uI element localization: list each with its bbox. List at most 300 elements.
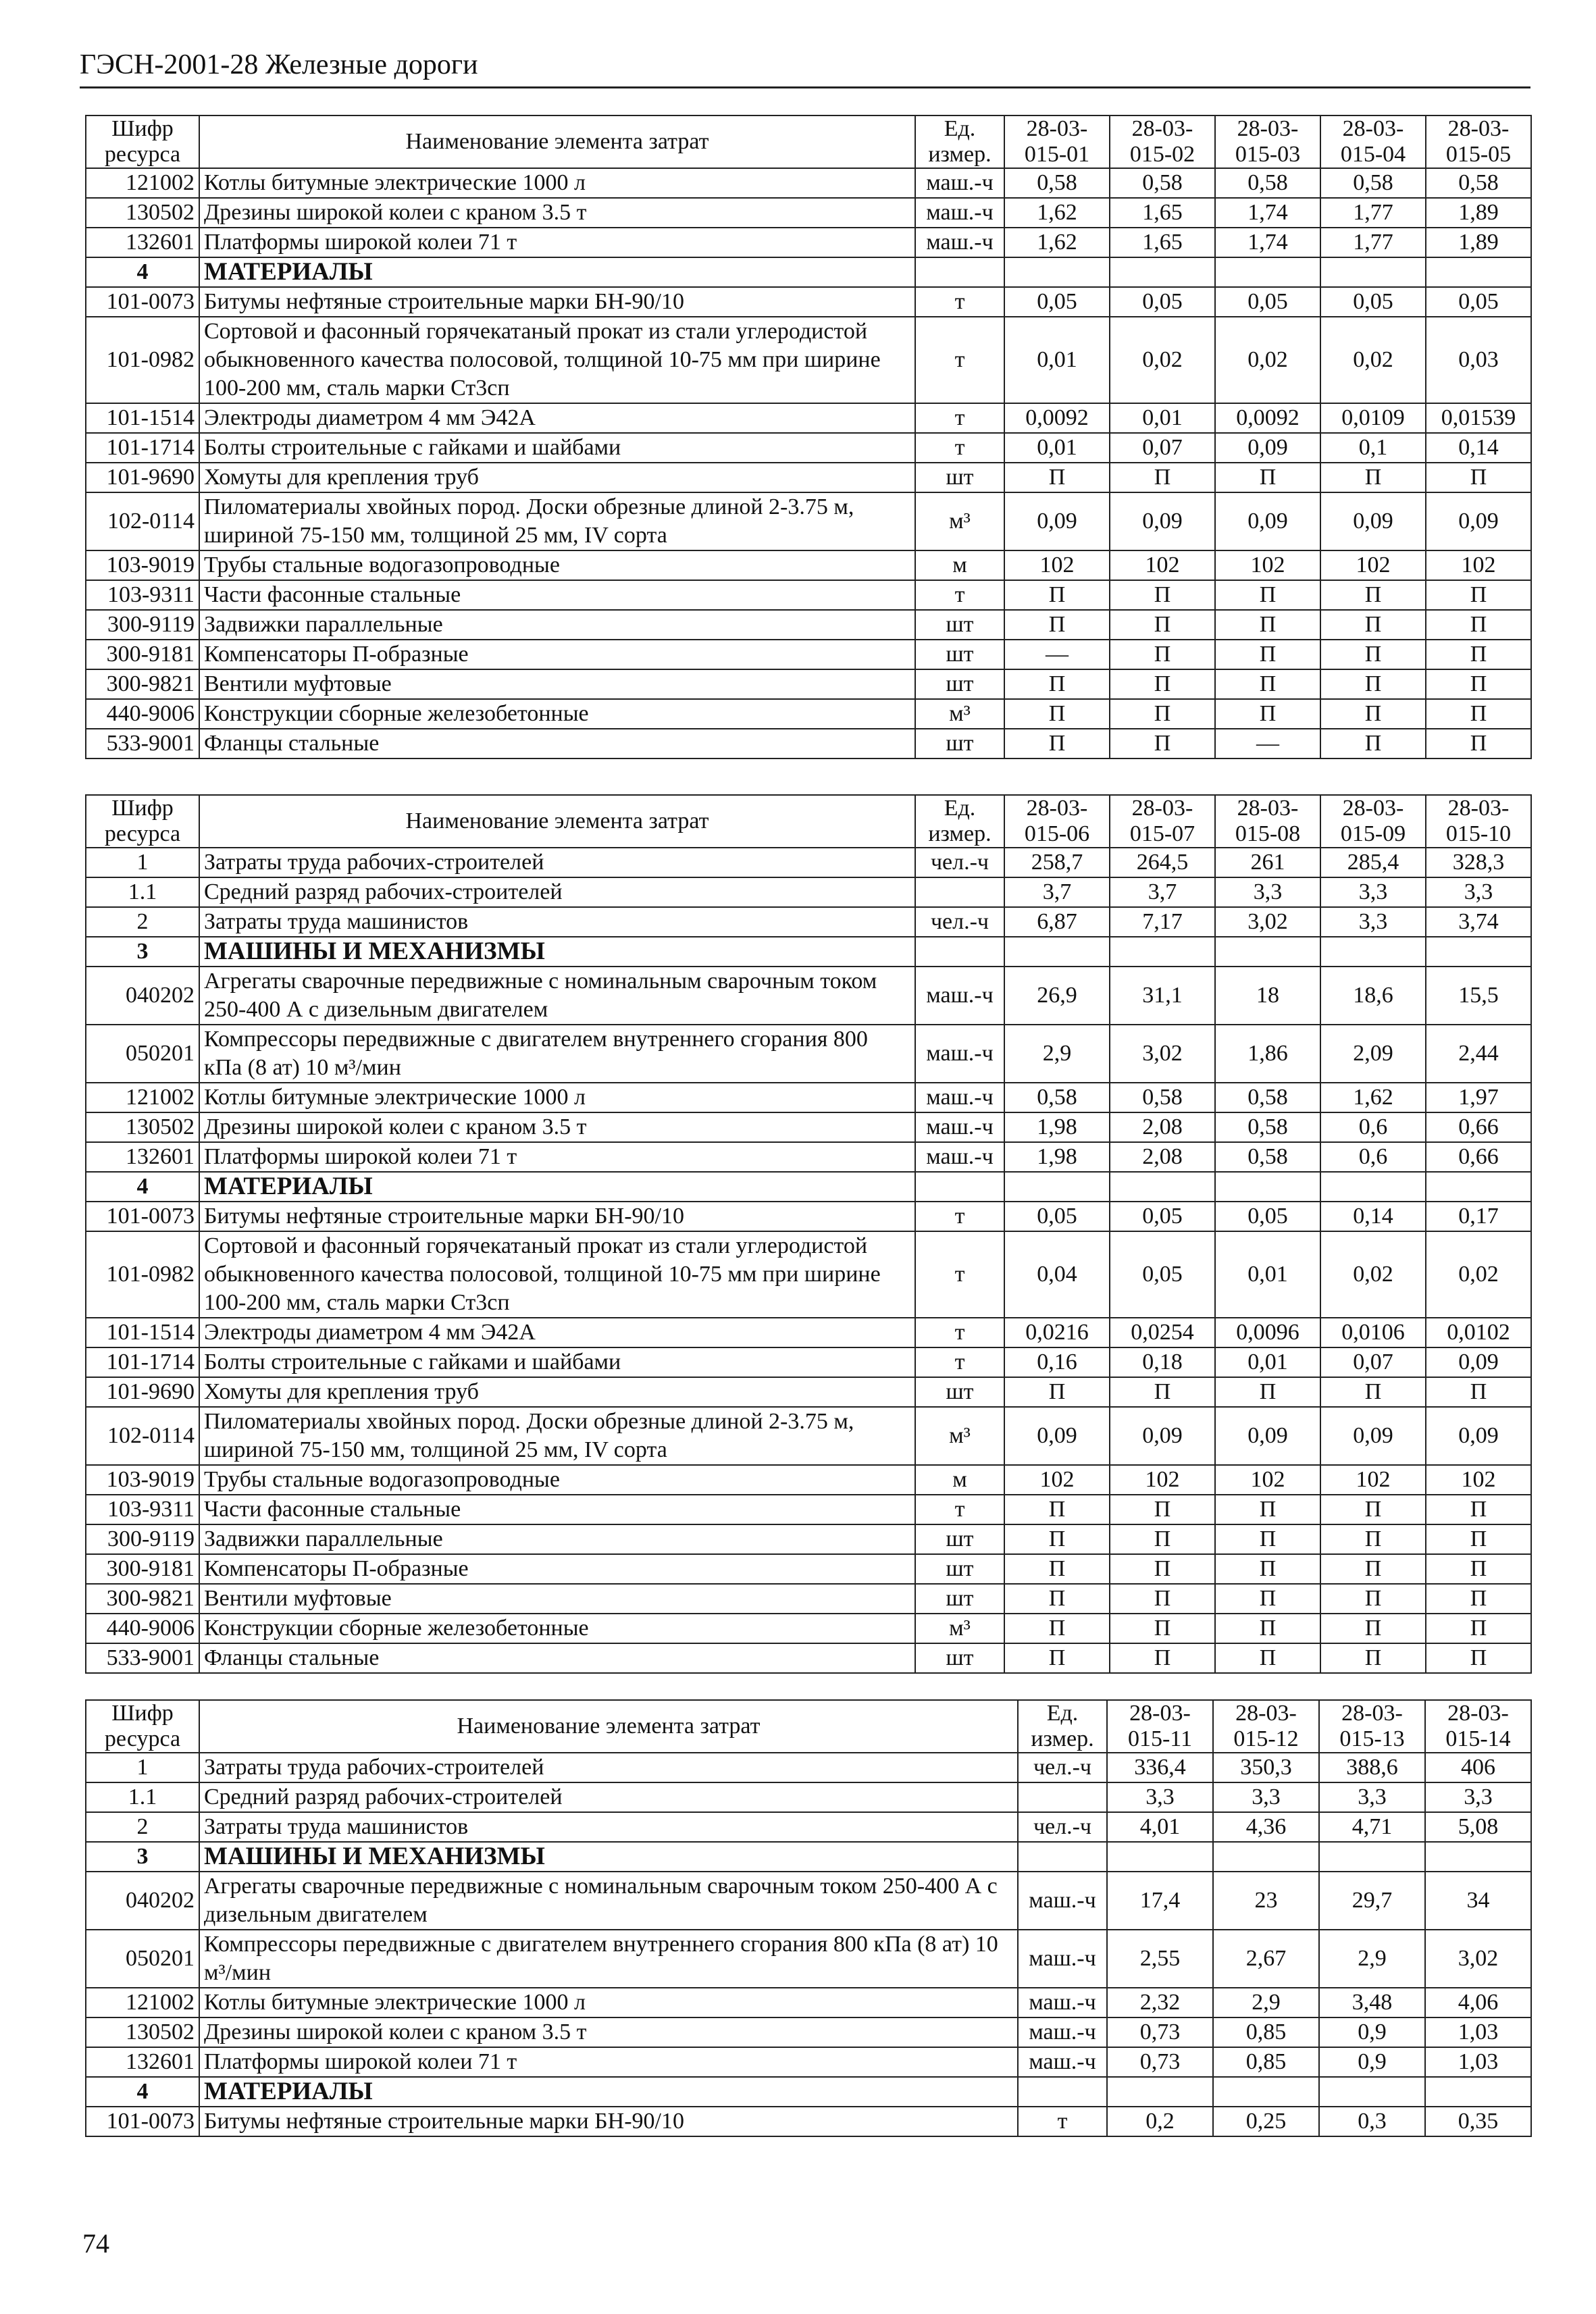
- table-row: [86, 1643, 1531, 1673]
- value-cell: [1004, 937, 1110, 967]
- resource-code: 103-9019: [86, 550, 199, 580]
- value-cell: П: [1320, 669, 1426, 699]
- value-cell: П: [1215, 463, 1320, 492]
- unit: м³: [915, 1407, 1004, 1465]
- value-cell: 0,85: [1213, 2017, 1319, 2047]
- value-cell: П: [1320, 1524, 1426, 1554]
- resource-code: 132601: [86, 1142, 199, 1172]
- resource-code: 1.1: [86, 1782, 199, 1812]
- value-cell: 0,0092: [1215, 403, 1320, 433]
- resource-name: Задвижки параллельные: [199, 1524, 915, 1554]
- value-cell: 0,09: [1320, 492, 1426, 550]
- value-cell: П: [1004, 1377, 1110, 1407]
- value-cell: 3,74: [1426, 907, 1531, 937]
- value-cell: 4,06: [1425, 1988, 1531, 2017]
- table-row: [86, 1753, 1531, 1782]
- value-cell: П: [1215, 669, 1320, 699]
- page-header: [80, 47, 1530, 88]
- value-cell: 0,09: [1426, 1347, 1531, 1377]
- value-cell: [1107, 1842, 1213, 1872]
- header-name: Наименование элемента затрат: [199, 115, 915, 168]
- resource-table-2: [85, 794, 1532, 1674]
- value-cell: 1,97: [1426, 1083, 1531, 1112]
- value-cell: 0,58: [1110, 168, 1215, 198]
- value-cell: 0,02: [1110, 317, 1215, 403]
- value-cell: 0,09: [1426, 492, 1531, 550]
- value-cell: 328,3: [1426, 848, 1531, 877]
- unit: т: [915, 1495, 1004, 1524]
- resource-name: Затраты труда рабочих-строителей: [199, 848, 915, 877]
- resource-code: 103-9019: [86, 1465, 199, 1495]
- value-cell: —: [1215, 729, 1320, 759]
- value-cell: П: [1215, 640, 1320, 669]
- value-cell: 23: [1213, 1872, 1319, 1930]
- value-cell: 0,66: [1426, 1112, 1531, 1142]
- resource-table-1: [85, 115, 1532, 759]
- table-row: [86, 1988, 1531, 2017]
- value-cell: 0,58: [1004, 168, 1110, 198]
- value-cell: 0,04: [1004, 1231, 1110, 1318]
- value-cell: П: [1004, 699, 1110, 729]
- unit: шт: [915, 1524, 1004, 1554]
- unit: т: [915, 1347, 1004, 1377]
- value-cell: П: [1426, 1614, 1531, 1643]
- table-row: [86, 699, 1531, 729]
- value-cell: 18: [1215, 967, 1320, 1025]
- table-row: [86, 580, 1531, 610]
- resource-code: 533-9001: [86, 1643, 199, 1673]
- value-cell: 0,09: [1110, 492, 1215, 550]
- table-row: [86, 2107, 1531, 2136]
- resource-code: 4: [86, 257, 199, 287]
- unit: маш.-ч: [915, 1142, 1004, 1172]
- unit: шт: [915, 463, 1004, 492]
- resource-name: Вентили муфтовые: [199, 669, 915, 699]
- header-norm-code: 28-03-015-08: [1215, 795, 1320, 848]
- value-cell: 0,85: [1213, 2047, 1319, 2077]
- section-row: [86, 937, 1531, 967]
- value-cell: 0,58: [1215, 1142, 1320, 1172]
- resource-code: 102-0114: [86, 1407, 199, 1465]
- unit: шт: [915, 610, 1004, 640]
- value-cell: П: [1426, 463, 1531, 492]
- table-row: [86, 168, 1531, 198]
- resource-name: Дрезины широкой колеи с краном 3.5 т: [199, 1112, 915, 1142]
- value-cell: 0,03: [1426, 317, 1531, 403]
- value-cell: 0,05: [1426, 287, 1531, 317]
- table-header-row: [86, 1700, 1531, 1753]
- unit: маш.-ч: [915, 967, 1004, 1025]
- value-cell: П: [1426, 610, 1531, 640]
- value-cell: П: [1426, 669, 1531, 699]
- value-cell: 102: [1426, 550, 1531, 580]
- value-cell: 0,09: [1215, 433, 1320, 463]
- value-cell: П: [1215, 580, 1320, 610]
- table-row: [86, 1812, 1531, 1842]
- resource-code: 040202: [86, 967, 199, 1025]
- value-cell: 102: [1004, 550, 1110, 580]
- value-cell: 0,02: [1426, 1231, 1531, 1318]
- resource-name: Котлы битумные электрические 1000 л: [199, 1988, 1018, 2017]
- value-cell: 3,7: [1110, 877, 1215, 907]
- resource-code: 440-9006: [86, 1614, 199, 1643]
- value-cell: П: [1320, 640, 1426, 669]
- resource-code: 533-9001: [86, 729, 199, 759]
- value-cell: П: [1426, 729, 1531, 759]
- table-row: [86, 669, 1531, 699]
- value-cell: П: [1215, 699, 1320, 729]
- value-cell: 3,02: [1425, 1930, 1531, 1988]
- resource-name: Задвижки параллельные: [199, 610, 915, 640]
- unit: шт: [915, 1643, 1004, 1673]
- value-cell: П: [1004, 463, 1110, 492]
- value-cell: П: [1110, 1584, 1215, 1614]
- header-code: Шифр ресурса: [86, 115, 199, 168]
- value-cell: П: [1004, 1524, 1110, 1554]
- value-cell: 2,67: [1213, 1930, 1319, 1988]
- unit: [1018, 1842, 1107, 1872]
- value-cell: П: [1320, 463, 1426, 492]
- resource-name: Хомуты для крепления труб: [199, 1377, 915, 1407]
- unit: шт: [915, 1377, 1004, 1407]
- value-cell: 102: [1215, 550, 1320, 580]
- resource-name: Битумы нефтяные строительные марки БН-90/10: [199, 287, 915, 317]
- resource-name: Конструкции сборные железобетонные: [199, 1614, 915, 1643]
- value-cell: П: [1004, 1495, 1110, 1524]
- value-cell: 0,58: [1215, 1083, 1320, 1112]
- value-cell: 0,09: [1004, 1407, 1110, 1465]
- value-cell: 4,01: [1107, 1812, 1213, 1842]
- value-cell: 3,3: [1320, 907, 1426, 937]
- header-norm-code: 28-03-015-01: [1004, 115, 1110, 168]
- table-row: [86, 287, 1531, 317]
- table-row: [86, 1377, 1531, 1407]
- unit: [915, 937, 1004, 967]
- resource-name: Затраты труда машинистов: [199, 1812, 1018, 1842]
- resource-code: 101-1514: [86, 403, 199, 433]
- resource-code: 300-9821: [86, 669, 199, 699]
- resource-name: Пиломатериалы хвойных пород. Доски обрезные длиной 2-3.75 м, шириной 75-150 мм, толщиной 25 мм, IV сорта: [199, 1407, 915, 1465]
- resource-code: 132601: [86, 2047, 199, 2077]
- value-cell: 3,48: [1319, 1988, 1425, 2017]
- value-cell: 102: [1110, 1465, 1215, 1495]
- value-cell: 0,05: [1110, 1202, 1215, 1231]
- resource-code: 101-0073: [86, 287, 199, 317]
- header-name: Наименование элемента затрат: [199, 795, 915, 848]
- value-cell: 2,9: [1319, 1930, 1425, 1988]
- value-cell: 4,36: [1213, 1812, 1319, 1842]
- resource-name: Электроды диаметром 4 мм Э42А: [199, 1318, 915, 1347]
- value-cell: 0,0092: [1004, 403, 1110, 433]
- unit: маш.-ч: [1018, 2047, 1107, 2077]
- resource-code: 130502: [86, 1112, 199, 1142]
- section-title: МАТЕРИАЛЫ: [199, 257, 915, 287]
- value-cell: 0,05: [1215, 1202, 1320, 1231]
- unit: м: [915, 1465, 1004, 1495]
- value-cell: П: [1426, 1554, 1531, 1584]
- unit: маш.-ч: [1018, 1872, 1107, 1930]
- value-cell: 102: [1215, 1465, 1320, 1495]
- unit: [915, 1172, 1004, 1202]
- value-cell: 0,25: [1213, 2107, 1319, 2136]
- resource-code: 101-0073: [86, 2107, 199, 2136]
- value-cell: [1110, 257, 1215, 287]
- value-cell: 0,73: [1107, 2047, 1213, 2077]
- value-cell: 1,62: [1004, 228, 1110, 257]
- value-cell: 4,71: [1319, 1812, 1425, 1842]
- resource-name: Фланцы стальные: [199, 729, 915, 759]
- value-cell: [1426, 257, 1531, 287]
- value-cell: 2,08: [1110, 1112, 1215, 1142]
- value-cell: 1,74: [1215, 228, 1320, 257]
- header-unit: Ед. измер.: [915, 795, 1004, 848]
- value-cell: [1215, 1172, 1320, 1202]
- resource-name: Болты строительные с гайками и шайбами: [199, 433, 915, 463]
- value-cell: 0,05: [1110, 287, 1215, 317]
- section-title: МАТЕРИАЛЫ: [199, 1172, 915, 1202]
- value-cell: 0,0106: [1320, 1318, 1426, 1347]
- unit: [915, 257, 1004, 287]
- resource-name: Компенсаторы П-образные: [199, 640, 915, 669]
- resource-name: Пиломатериалы хвойных пород. Доски обрезные длиной 2-3.75 м, шириной 75-150 мм, толщиной 25 мм, IV сорта: [199, 492, 915, 550]
- header-norm-code: 28-03-015-12: [1213, 1700, 1319, 1753]
- section-row: [86, 257, 1531, 287]
- resource-code: 101-1514: [86, 1318, 199, 1347]
- value-cell: 29,7: [1319, 1872, 1425, 1930]
- resource-name: Сортовой и фасонный горячекатаный прокат из стали углеродистой обыкновенного качества полосовой, толщиной 10-75 мм при ширине 100-200 мм, сталь марки Ст3сп: [199, 317, 915, 403]
- unit: т: [915, 317, 1004, 403]
- table-row: [86, 1495, 1531, 1524]
- value-cell: 1,77: [1320, 228, 1426, 257]
- value-cell: [1425, 2077, 1531, 2107]
- unit: т: [915, 1231, 1004, 1318]
- value-cell: 1,03: [1425, 2017, 1531, 2047]
- table-row: [86, 1347, 1531, 1377]
- value-cell: П: [1320, 1554, 1426, 1584]
- value-cell: 1,77: [1320, 198, 1426, 228]
- header-norm-code: 28-03-015-03: [1215, 115, 1320, 168]
- value-cell: [1004, 1172, 1110, 1202]
- resource-code: 3: [86, 1842, 199, 1872]
- resource-code: 102-0114: [86, 492, 199, 550]
- resource-code: 3: [86, 937, 199, 967]
- value-cell: [1110, 1172, 1215, 1202]
- resource-name: Котлы битумные электрические 1000 л: [199, 1083, 915, 1112]
- value-cell: П: [1110, 463, 1215, 492]
- unit: т: [915, 1202, 1004, 1231]
- value-cell: 0,07: [1110, 433, 1215, 463]
- value-cell: [1110, 937, 1215, 967]
- value-cell: П: [1426, 1377, 1531, 1407]
- value-cell: 0,58: [1110, 1083, 1215, 1112]
- header-norm-code: 28-03-015-02: [1110, 115, 1215, 168]
- value-cell: [1215, 257, 1320, 287]
- table-row: [86, 1930, 1531, 1988]
- value-cell: П: [1110, 580, 1215, 610]
- unit: т: [915, 433, 1004, 463]
- value-cell: П: [1215, 1643, 1320, 1673]
- value-cell: [1319, 1842, 1425, 1872]
- value-cell: 15,5: [1426, 967, 1531, 1025]
- header-norm-code: 28-03-015-05: [1426, 115, 1531, 168]
- value-cell: 0,2: [1107, 2107, 1213, 2136]
- value-cell: П: [1110, 1554, 1215, 1584]
- value-cell: 0,01: [1004, 433, 1110, 463]
- resource-name: Сортовой и фасонный горячекатаный прокат из стали углеродистой обыкновенного качества полосовой, толщиной 10-75 мм при ширине 100-200 мм, сталь марки Ст3сп: [199, 1231, 915, 1318]
- table-row: [86, 877, 1531, 907]
- header-name: Наименование элемента затрат: [199, 1700, 1018, 1753]
- unit: маш.-ч: [915, 228, 1004, 257]
- value-cell: П: [1004, 1643, 1110, 1673]
- resource-name: Болты строительные с гайками и шайбами: [199, 1347, 915, 1377]
- value-cell: 0,09: [1320, 1407, 1426, 1465]
- table-row: [86, 729, 1531, 759]
- table-row: [86, 433, 1531, 463]
- table-row: [86, 967, 1531, 1025]
- value-cell: П: [1110, 1614, 1215, 1643]
- section-title: МАШИНЫ И МЕХАНИЗМЫ: [199, 1842, 1018, 1872]
- unit: чел.-ч: [1018, 1812, 1107, 1842]
- resource-name: Платформы широкой колеи 71 т: [199, 2047, 1018, 2077]
- value-cell: [1213, 1842, 1319, 1872]
- resource-name: Компрессоры передвижные с двигателем внутреннего сгорания 800 кПа (8 ат) 10 м³/мин: [199, 1930, 1018, 1988]
- value-cell: П: [1215, 1614, 1320, 1643]
- value-cell: П: [1426, 1495, 1531, 1524]
- value-cell: П: [1110, 640, 1215, 669]
- value-cell: П: [1215, 1554, 1320, 1584]
- value-cell: 102: [1426, 1465, 1531, 1495]
- value-cell: 0,14: [1320, 1202, 1426, 1231]
- header-unit: Ед. измер.: [1018, 1700, 1107, 1753]
- resource-name: Части фасонные стальные: [199, 1495, 915, 1524]
- unit: [1018, 2077, 1107, 2107]
- resource-code: 132601: [86, 228, 199, 257]
- unit: чел.-ч: [1018, 1753, 1107, 1782]
- value-cell: П: [1426, 640, 1531, 669]
- table-row: [86, 1782, 1531, 1812]
- value-cell: [1426, 937, 1531, 967]
- header-norm-code: 28-03-015-07: [1110, 795, 1215, 848]
- value-cell: 3,02: [1215, 907, 1320, 937]
- resource-code: 130502: [86, 2017, 199, 2047]
- resource-code: 121002: [86, 1988, 199, 2017]
- table-row: [86, 403, 1531, 433]
- value-cell: 0,6: [1320, 1112, 1426, 1142]
- table-row: [86, 1554, 1531, 1584]
- table-row: [86, 2017, 1531, 2047]
- value-cell: [1426, 1172, 1531, 1202]
- value-cell: 17,4: [1107, 1872, 1213, 1930]
- section-title: МАШИНЫ И МЕХАНИЗМЫ: [199, 937, 915, 967]
- value-cell: 285,4: [1320, 848, 1426, 877]
- value-cell: 0,58: [1004, 1083, 1110, 1112]
- table-row: [86, 907, 1531, 937]
- resource-name: Битумы нефтяные строительные марки БН-90/10: [199, 2107, 1018, 2136]
- value-cell: 1,65: [1110, 228, 1215, 257]
- value-cell: П: [1110, 1524, 1215, 1554]
- resource-code: 1: [86, 848, 199, 877]
- value-cell: П: [1320, 699, 1426, 729]
- resource-code: 1.1: [86, 877, 199, 907]
- value-cell: 102: [1320, 1465, 1426, 1495]
- value-cell: 0,0102: [1426, 1318, 1531, 1347]
- value-cell: 102: [1110, 550, 1215, 580]
- value-cell: 1,98: [1004, 1112, 1110, 1142]
- value-cell: П: [1110, 1643, 1215, 1673]
- value-cell: 0,1: [1320, 433, 1426, 463]
- value-cell: 0,09: [1215, 1407, 1320, 1465]
- header-norm-code: 28-03-015-10: [1426, 795, 1531, 848]
- resource-name: Котлы битумные электрические 1000 л: [199, 168, 915, 198]
- table-row: [86, 1584, 1531, 1614]
- table-row: [86, 492, 1531, 550]
- value-cell: 2,32: [1107, 1988, 1213, 2017]
- resource-name: Электроды диаметром 4 мм Э42А: [199, 403, 915, 433]
- value-cell: 0,02: [1215, 317, 1320, 403]
- value-cell: 1,74: [1215, 198, 1320, 228]
- unit: т: [915, 403, 1004, 433]
- value-cell: 0,01: [1110, 403, 1215, 433]
- resource-name: Компенсаторы П-образные: [199, 1554, 915, 1584]
- resource-code: 050201: [86, 1930, 199, 1988]
- value-cell: 0,01539: [1426, 403, 1531, 433]
- header-norm-code: 28-03-015-06: [1004, 795, 1110, 848]
- value-cell: 7,17: [1110, 907, 1215, 937]
- unit: [915, 877, 1004, 907]
- resource-code: 300-9181: [86, 640, 199, 669]
- resource-name: Трубы стальные водогазопроводные: [199, 1465, 915, 1495]
- value-cell: 0,07: [1320, 1347, 1426, 1377]
- value-cell: 26,9: [1004, 967, 1110, 1025]
- value-cell: 1,03: [1425, 2047, 1531, 2077]
- resource-code: 101-9690: [86, 1377, 199, 1407]
- unit: шт: [915, 669, 1004, 699]
- resource-code: 103-9311: [86, 580, 199, 610]
- value-cell: 3,02: [1110, 1025, 1215, 1083]
- resource-name: Трубы стальные водогазопроводные: [199, 550, 915, 580]
- value-cell: [1425, 1842, 1531, 1872]
- header-code: Шифр ресурса: [86, 1700, 199, 1753]
- resource-code: 121002: [86, 1083, 199, 1112]
- resource-code: 101-0073: [86, 1202, 199, 1231]
- unit: шт: [915, 640, 1004, 669]
- value-cell: П: [1004, 729, 1110, 759]
- value-cell: 0,09: [1110, 1407, 1215, 1465]
- value-cell: 0,0254: [1110, 1318, 1215, 1347]
- value-cell: П: [1004, 669, 1110, 699]
- value-cell: 1,65: [1110, 198, 1215, 228]
- resource-code: 103-9311: [86, 1495, 199, 1524]
- resource-code: 121002: [86, 168, 199, 198]
- value-cell: П: [1426, 1524, 1531, 1554]
- resource-code: 2: [86, 1812, 199, 1842]
- value-cell: П: [1426, 580, 1531, 610]
- resource-code: 2: [86, 907, 199, 937]
- resource-code: 040202: [86, 1872, 199, 1930]
- value-cell: 0,9: [1319, 2017, 1425, 2047]
- table-row: [86, 1872, 1531, 1930]
- resource-name: Средний разряд рабочих-строителей: [199, 1782, 1018, 1812]
- header-norm-code: 28-03-015-13: [1319, 1700, 1425, 1753]
- value-cell: 31,1: [1110, 967, 1215, 1025]
- value-cell: 0,3: [1319, 2107, 1425, 2136]
- resource-name: Хомуты для крепления труб: [199, 463, 915, 492]
- value-cell: 1,62: [1320, 1083, 1426, 1112]
- resource-code: 130502: [86, 198, 199, 228]
- resource-name: Средний разряд рабочих-строителей: [199, 877, 915, 907]
- resource-name: Дрезины широкой колеи с краном 3.5 т: [199, 2017, 1018, 2047]
- resource-code: 4: [86, 2077, 199, 2107]
